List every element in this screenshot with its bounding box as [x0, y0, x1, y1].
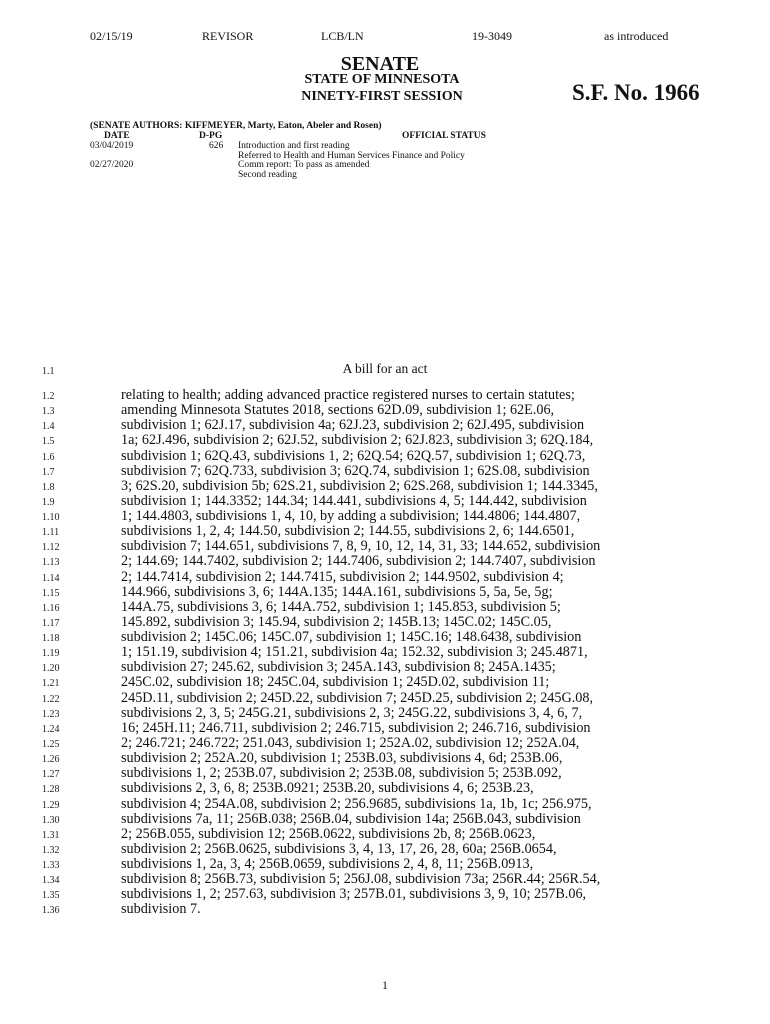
status-row-status: Referred to Health and Human Services Finance and Policy	[238, 151, 465, 161]
col-date-header: DATE	[104, 131, 130, 141]
status-row-dpg: 626	[209, 141, 224, 151]
status-row-status: Comm report: To pass as amended	[238, 160, 370, 170]
line-number: 1.24	[42, 723, 60, 735]
bill-text-line: subdivisions 1, 2; 253B.07, subdivision 2; 253B.08, subdivision 5; 253B.092,	[121, 765, 562, 782]
state-heading: STATE OF MINNESOTA	[304, 72, 460, 87]
bill-text-line: amending Minnesota Statutes 2018, sections 62D.09, subdivision 1; 62E.06,	[121, 402, 555, 419]
line-number: 1.11	[42, 527, 60, 539]
line-number: 1.32	[42, 844, 60, 856]
line-number: 1.19	[42, 648, 60, 660]
line-number: 1.15	[42, 587, 60, 599]
bill-text-line: relating to health; adding advanced practice registered nurses to certain statutes;	[121, 387, 575, 403]
status-row-status: Introduction and first reading	[238, 141, 350, 151]
line-number: 1.13	[42, 557, 60, 569]
col-status-header: OFFICIAL STATUS	[402, 131, 486, 141]
bill-text-line: subdivision 7.	[121, 901, 201, 918]
bill-text-line: subdivisions 1, 2, 4; 144.50, subdivision 2; 144.55, subdivisions 2, 6; 144.6501,	[121, 523, 575, 540]
bill-text-line: 245D.11, subdivision 2; 245D.22, subdivision 7; 245D.25, subdivision 2; 245G.08,	[121, 689, 594, 706]
line-number: 1.9	[42, 496, 55, 508]
bill-title: A bill for an act	[342, 361, 428, 376]
line-number: 1.16	[42, 602, 60, 614]
bill-text-line: subdivision 7; 144.651, subdivisions 7, 8, 9, 10, 12, 14, 31, 33; 144.652, subdivision	[121, 538, 601, 555]
line-number: 1.36	[42, 905, 60, 917]
bill-text-line: subdivision 27; 245.62, subdivision 3; 245A.143, subdivision 8; 245A.1435;	[121, 659, 556, 676]
line-number: 1.10	[42, 512, 60, 524]
bill-text-line: 2; 144.7414, subdivision 2; 144.7415, subdivision 2; 144.9502, subdivision 4;	[121, 568, 564, 585]
header-revisor: REVISOR	[202, 29, 254, 43]
bill-text-line: subdivision 2; 145C.06; 145C.07, subdivision 1; 145C.16; 148.6438, subdivision	[121, 629, 582, 646]
bill-text-line: 245C.02, subdivision 18; 245C.04, subdivision 1; 245D.02, subdivision 11;	[121, 674, 550, 691]
bill-text-line: subdivision 7; 62Q.733, subdivision 3; 62Q.74, subdivision 1; 62S.08, subdivision	[121, 462, 590, 479]
line-number: 1.4	[42, 421, 55, 433]
bill-text-line: subdivisions 2, 3, 5; 245G.21, subdivisions 2, 3; 245G.22, subdivisions 3, 4, 6, 7,	[121, 704, 583, 721]
line-number: 1.34	[42, 875, 60, 887]
bill-text-line: subdivisions 1, 2a, 3, 4; 256B.0659, subdivisions 2, 4, 8, 11; 256B.0913,	[121, 856, 534, 873]
header-lcb: LCB/LN	[321, 29, 364, 43]
line-number: 1.17	[42, 617, 60, 629]
bill-text-line: 2; 246.721; 246.722; 251.043, subdivision 1; 252A.02, subdivision 12; 252A.04,	[121, 734, 580, 751]
bill-text-line: 2; 144.69; 144.7402, subdivision 2; 144.7406, subdivision 2; 144.7407, subdivision	[121, 553, 596, 570]
line-number: 1.33	[42, 860, 60, 872]
line-number: 1.29	[42, 799, 60, 811]
header-date: 02/15/19	[90, 29, 133, 43]
line-number: 1.8	[42, 481, 55, 493]
line-number: 1.27	[42, 769, 60, 781]
line-number: 1.31	[42, 829, 60, 841]
line-number: 1.1	[42, 366, 55, 377]
bill-text-line: 2; 256B.055, subdivision 12; 256B.0622, subdivisions 2b, 8; 256B.0623,	[121, 825, 536, 842]
line-number: 1.6	[42, 451, 55, 463]
line-number: 1.28	[42, 784, 60, 796]
header-doc-number: 19-3049	[472, 29, 512, 43]
status-row-status: Second reading	[238, 170, 297, 180]
sf-number: S.F. No. 1966	[572, 80, 700, 105]
line-number: 1.22	[42, 693, 60, 705]
page-number: 1	[382, 978, 388, 992]
bill-text-line: subdivision 8; 256B.73, subdivision 5; 256J.08, subdivision 73a; 256R.44; 256R.54,	[121, 871, 601, 888]
col-dpg-header: D-PG	[199, 131, 223, 141]
bill-text-line: 1; 151.19, subdivision 4; 151.21, subdivision 4a; 152.32, subdivision 3; 245.4871,	[121, 644, 588, 661]
bill-text-line: 1; 144.4803, subdivisions 1, 4, 10, by adding a subdivision; 144.4806; 144.4807,	[121, 508, 581, 525]
senate-heading: SENATE	[340, 53, 420, 75]
bill-text-line: 16; 245H.11; 246.711, subdivision 2; 246.715, subdivision 2; 246.716, subdivision	[121, 719, 591, 736]
bill-text-line: subdivision 2; 256B.0625, subdivisions 3, 4, 13, 17, 26, 28, 60a; 256B.0654,	[121, 840, 557, 857]
bill-text-line: 144.966, subdivisions 3, 6; 144A.135; 144A.161, subdivisions 5, 5a, 5e, 5g;	[121, 583, 553, 600]
line-number: 1.20	[42, 663, 60, 675]
line-number: 1.2	[42, 391, 55, 402]
line-number: 1.5	[42, 436, 55, 448]
line-number: 1.18	[42, 633, 60, 645]
bill-text-line: subdivision 1; 62J.17, subdivision 4a; 62J.23, subdivision 2; 62J.495, subdivision	[121, 417, 585, 434]
line-number: 1.35	[42, 890, 60, 902]
bill-text-line: subdivision 1; 144.3352; 144.34; 144.441, subdivisions 4, 5; 144.442, subdivision	[121, 492, 587, 509]
status-row-date: 03/04/2019	[90, 141, 134, 151]
bill-text-line: 3; 62S.20, subdivision 5b; 62S.21, subdivision 2; 62S.268, subdivision 1; 144.3345,	[121, 477, 598, 494]
line-number: 1.23	[42, 708, 60, 720]
senate-authors: (SENATE AUTHORS: KIFFMEYER, Marty, Eaton, Abeler and Rosen)	[90, 121, 382, 131]
line-number: 1.12	[42, 542, 60, 554]
bill-text-line: subdivision 2; 252A.20, subdivision 1; 253B.03, subdivisions 4, 6d; 253B.06,	[121, 750, 563, 767]
line-number: 1.14	[42, 572, 60, 584]
line-number: 1.7	[42, 466, 55, 478]
line-number: 1.30	[42, 814, 60, 826]
bill-text-line: 144A.75, subdivisions 3, 6; 144A.752, subdivision 1; 145.853, subdivision 5;	[121, 598, 561, 615]
line-number: 1.3	[42, 406, 55, 418]
bill-text-line: 1a; 62J.496, subdivision 2; 62J.52, subdivision 2; 62J.823, subdivision 3; 62Q.184,	[121, 432, 594, 449]
bill-text-line: subdivisions 1, 2; 257.63, subdivision 3; 257B.01, subdivisions 3, 9, 10; 257B.06,	[121, 886, 587, 903]
status-row-date: 02/27/2020	[90, 160, 134, 170]
bill-text-line: subdivision 4; 254A.08, subdivision 2; 256.9685, subdivisions 1a, 1b, 1c; 256.975,	[121, 795, 592, 812]
bill-text-line: subdivision 1; 62Q.43, subdivisions 1, 2; 62Q.54; 62Q.57, subdivision 1; 62Q.73,	[121, 447, 586, 464]
line-number: 1.26	[42, 754, 60, 766]
header-status: as introduced	[604, 29, 669, 43]
bill-text-line: subdivisions 7a, 11; 256B.038; 256B.04, subdivision 14a; 256B.043, subdivision	[121, 810, 581, 827]
bill-text-line: 145.892, subdivision 3; 145.94, subdivision 2; 145B.13; 145C.02; 145C.05,	[121, 613, 552, 630]
line-number: 1.21	[42, 678, 60, 690]
bill-text-line: subdivisions 2, 3, 6, 8; 253B.0921; 253B.20, subdivisions 4, 6; 253B.23,	[121, 780, 534, 797]
session-heading: NINETY-FIRST SESSION	[301, 89, 463, 104]
line-number: 1.25	[42, 738, 60, 750]
